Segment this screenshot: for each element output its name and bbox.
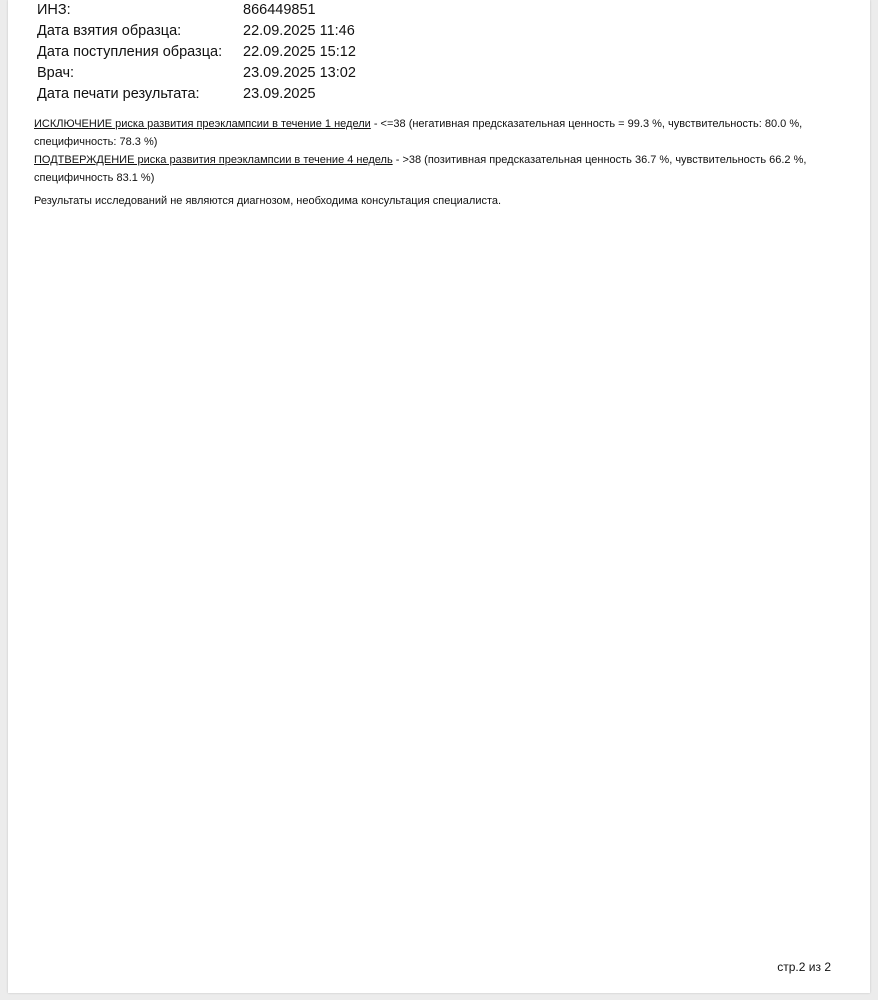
confirmation-note [34,151,834,187]
exclusion-note-heading: ИСКЛЮЧЕНИЕ риска развития преэклампсии в течение 1 недели [34,118,371,130]
disclaimer: Результаты исследований не являются диагнозом, необходима консультация специалиста. [34,195,502,207]
info-row-inz [37,0,356,21]
info-label: Дата взятия образца: [37,23,182,39]
exclusion-note [34,115,834,151]
info-label: Врач: [37,65,75,81]
info-row-doctor [37,63,356,84]
confirmation-note-heading: ПОДТВЕРЖДЕНИЕ риска развития преэклампсии в течение 4 недель [34,154,393,166]
info-row-sample-date [37,21,356,42]
info-value: 23.09.2025 [243,86,316,102]
info-value: 866449851 [243,2,316,18]
page-number: стр.2 из 2 [777,960,831,974]
info-value: 22.09.2025 15:12 [243,44,356,60]
info-value: 23.09.2025 13:02 [243,65,356,81]
info-row-print-date [37,84,356,105]
confirmation-note-text: - >38 (позитивная предсказательная ценность 36.7 %, чувствительность 66.2 %, специфичность 83.1 %) [34,154,807,184]
exclusion-note-text: - <=38 (негативная предсказательная ценность = 99.3 %, чувствительность: 80.0 %, специфичность: 78.3 %) [34,118,803,148]
info-value: 22.09.2025 11:46 [243,23,355,39]
sample-info-table [37,0,356,105]
interpretation-notes [34,115,834,187]
info-label: Дата поступления образца: [37,44,223,60]
info-label: Дата печати результата: [37,86,200,102]
info-row-receipt-date [37,42,356,63]
info-label: ИНЗ: [37,2,71,18]
document-page [8,0,870,993]
